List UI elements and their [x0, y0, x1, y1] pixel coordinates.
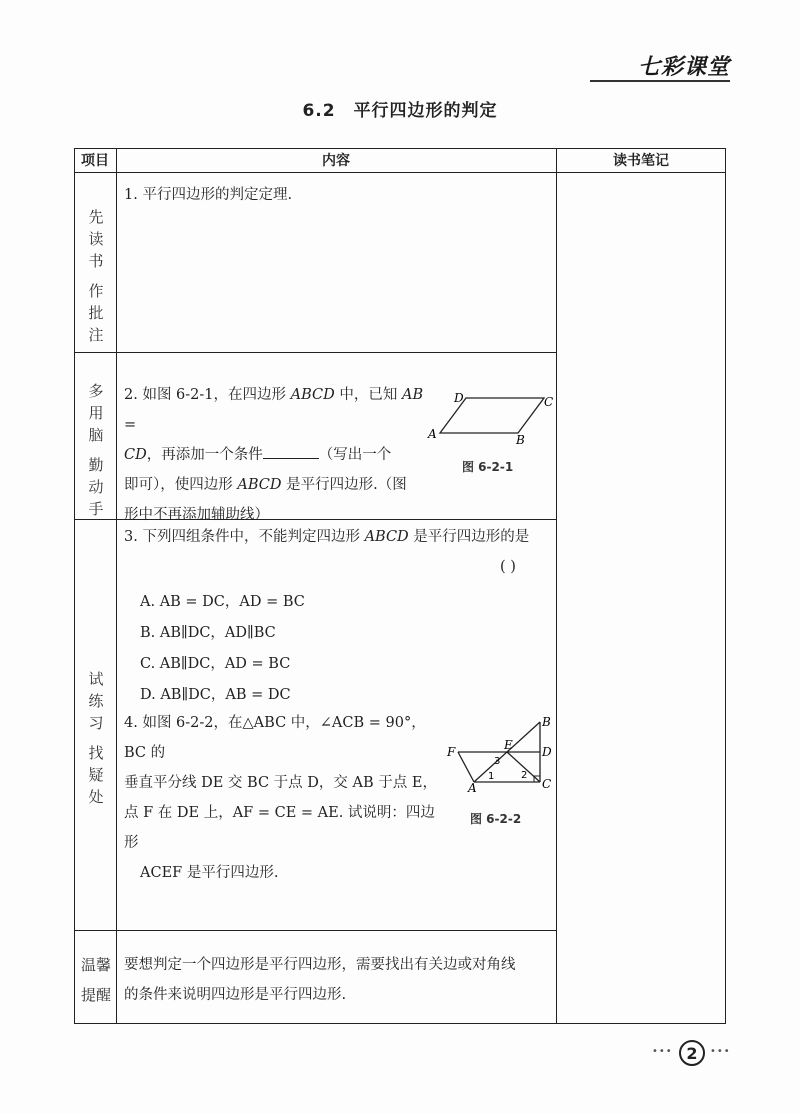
- header-notes: 读书笔记: [613, 153, 669, 169]
- row-label-tip: 温馨 提醒: [80, 956, 111, 1004]
- column-divider-1: [116, 148, 117, 1024]
- header-item: 项目: [81, 153, 109, 169]
- fig2-angle-1: 1: [488, 771, 495, 782]
- brand-underline: [590, 80, 730, 82]
- option-c: C. AB∥DC，AD = BC: [140, 656, 291, 672]
- question-1: 1. 平行四边形的判定定理.: [124, 187, 293, 203]
- fig2-label-e: E: [504, 738, 513, 752]
- figure-caption-2: 图 6-2-2: [470, 812, 522, 826]
- option-b: B. AB∥DC，AD∥BC: [140, 625, 276, 641]
- notes-area[interactable]: [558, 174, 724, 1022]
- figure-6-2-2: [444, 712, 556, 794]
- row-label-think: 多 用 脑 勤 动 手: [88, 382, 104, 518]
- answer-parentheses[interactable]: ( ): [500, 559, 516, 575]
- section-title: 平行四边形的判定: [353, 101, 498, 121]
- fig2-label-d: D: [542, 745, 552, 759]
- row-divider-1: [74, 352, 556, 353]
- brand-logo: 七彩课堂: [638, 54, 731, 80]
- header-divider: [74, 172, 726, 173]
- fig2-label-b: B: [542, 715, 551, 729]
- fig2-angle-2: 2: [521, 770, 528, 781]
- page-title: [0, 96, 800, 121]
- page-dots-left: •••: [652, 1046, 673, 1057]
- page-dots-right: •••: [710, 1046, 731, 1057]
- tip-text: 要想判定一个四边形是平行四边形，需要找出有关边或对角线 的条件来说明四边形是平行四边形.: [124, 957, 516, 1003]
- figure-caption-1: 图 6-2-1: [462, 460, 514, 474]
- fig2-label-c: C: [542, 777, 552, 791]
- row-divider-3: [74, 930, 556, 931]
- fig1-label-a: A: [428, 427, 437, 441]
- question-2: 2. 如图 6-2-1，在四边形 ABCD 中，已知 AB = CD，再添加一个条件 （写出一个 即可），使四边形 ABCD 是平行四边形.（图 形中不再添加辅助线）: [124, 387, 424, 523]
- answer-blank[interactable]: [263, 444, 319, 459]
- row-label-read: 先 读 书 作 批 注: [88, 208, 104, 344]
- option-a: A. AB = DC，AD = BC: [140, 594, 305, 610]
- question-4: 4. 如图 6-2-2，在△ABC 中，∠ACB = 90°，BC 的 垂直平分线 DE 交 BC 于点 D，交 AB 于点 E， 点 F 在 DE 上，AF = CE = AE. 试说明：四边形 ACEF 是平行四边形.: [124, 715, 437, 881]
- section-number: 6.2: [302, 101, 336, 121]
- header-content: 内容: [322, 153, 350, 169]
- figure-6-2-1: [426, 388, 556, 444]
- option-d: D. AB∥DC，AB = DC: [140, 687, 291, 703]
- fig1-label-d: D: [454, 391, 464, 405]
- fig1-label-b: B: [516, 433, 525, 444]
- page-number: 2: [679, 1040, 705, 1066]
- fig2-label-a: A: [468, 781, 477, 794]
- fig2-angle-3: 3: [494, 756, 501, 767]
- fig2-label-f: F: [447, 745, 456, 759]
- row-label-practice: 试 练 习 找 疑 处: [88, 670, 104, 806]
- fig1-label-c: C: [544, 395, 554, 409]
- column-divider-2: [556, 148, 557, 1024]
- question-3: 3. 下列四组条件中，不能判定四边形 ABCD 是平行四边形的是: [124, 529, 530, 545]
